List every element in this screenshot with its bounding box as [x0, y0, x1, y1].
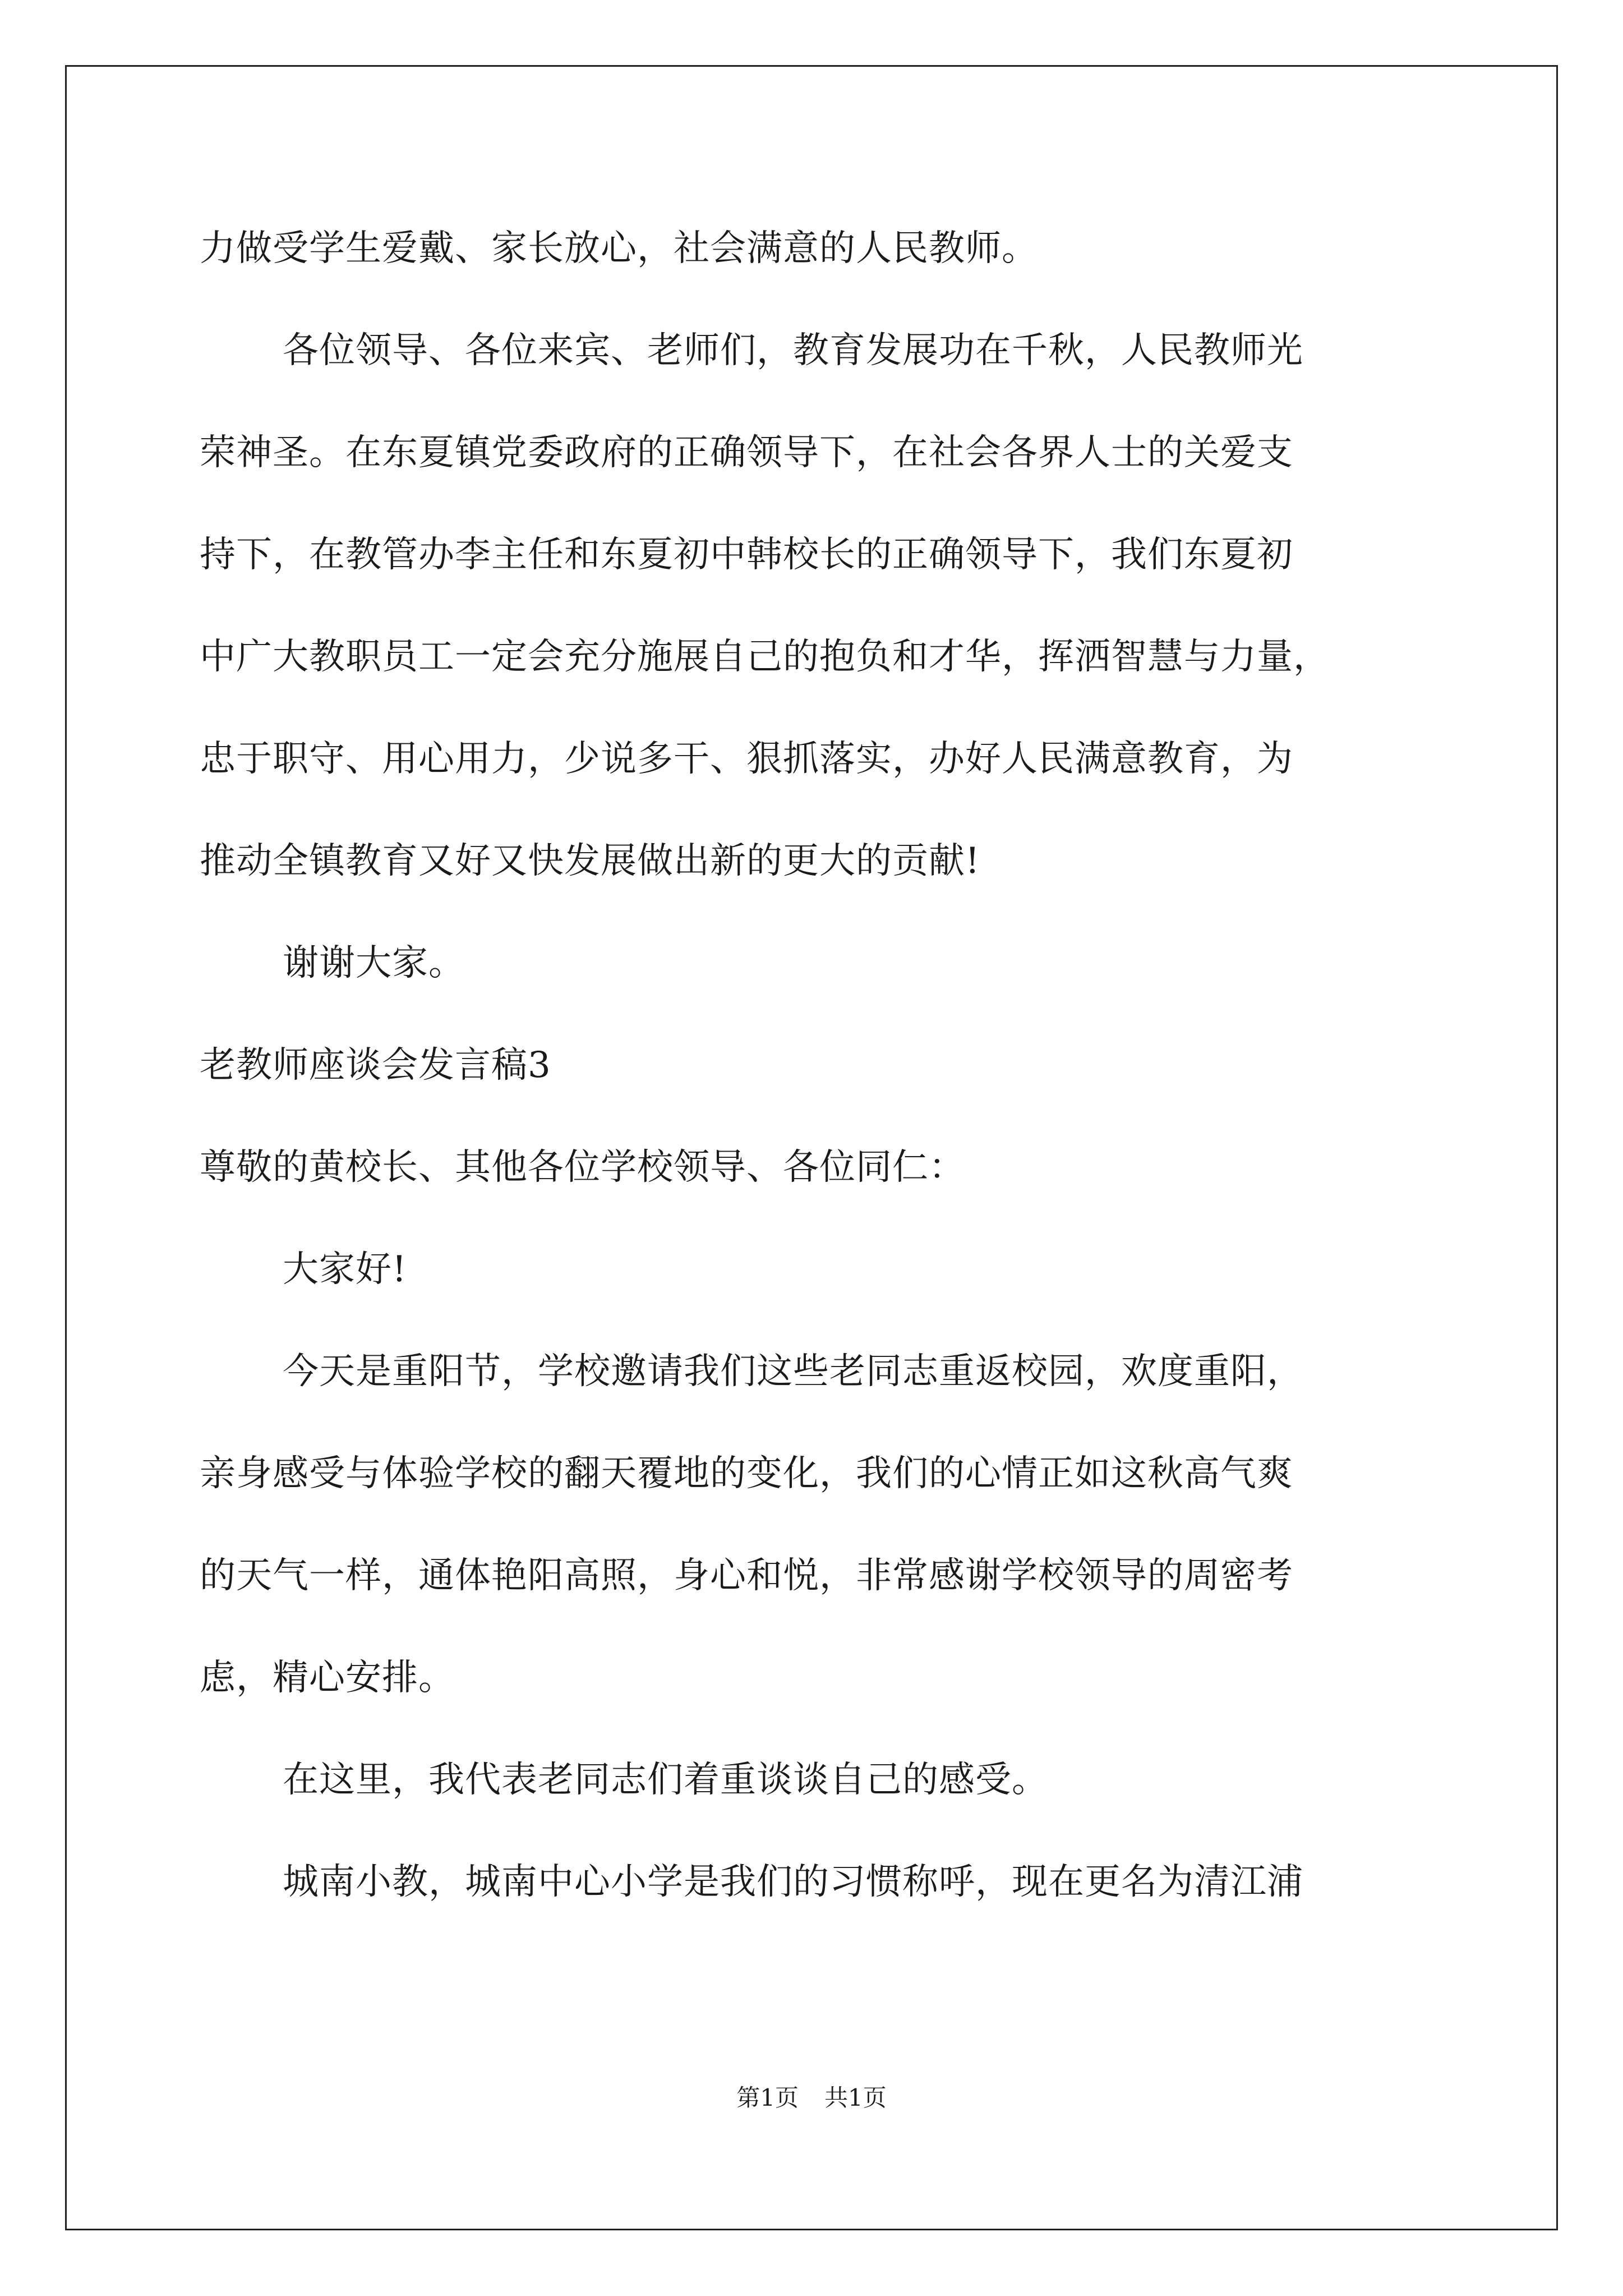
- paragraph-line: 虑，精心安排。: [200, 1657, 455, 1699]
- paragraph-line: 的天气一样，通体艳阳高照，身心和悦，非常感谢学校领导的周密考: [200, 1555, 1293, 1596]
- paragraph-line: 持下，在教管办李主任和东夏初中韩校长的正确领导下，我们东夏初: [200, 534, 1293, 576]
- paragraph-line: 亲身感受与体验学校的翻天覆地的变化，我们的心情正如这秋高气爽: [200, 1453, 1293, 1494]
- section-heading: 老教师座谈会发言稿3: [200, 1045, 551, 1086]
- paragraph-line: 忠于职守、用心用力，少说多干、狠抓落实，办好人民满意教育，为: [200, 738, 1293, 780]
- page-footer: [0, 2081, 1623, 2115]
- paragraph-line: 城南小教，城南中心小学是我们的习惯称呼，现在更名为清江浦: [283, 1861, 1303, 1903]
- paragraph-line: 今天是重阳节，学校邀请我们这些老同志重返校园，欢度重阳，: [283, 1351, 1303, 1392]
- paragraph-line: 力做受学生爱戴、家长放心，社会满意的人民教师。: [200, 228, 1038, 269]
- paragraph-line: 谢谢大家。: [283, 942, 465, 984]
- document-body: [200, 197, 1490, 1933]
- page-number-current: 第1页: [736, 2084, 799, 2111]
- paragraph-line: 在这里，我代表老同志们着重谈谈自己的感受。: [283, 1759, 1048, 1801]
- paragraph-line: 中广大教职员工一定会充分施展自己的抱负和才华，挥洒智慧与力量，: [200, 636, 1330, 678]
- paragraph-line: 推动全镇教育又好又快发展做出新的更大的贡献!: [200, 840, 980, 882]
- page-number-total: 共1页: [824, 2084, 887, 2111]
- paragraph-line: 荣神圣。在东夏镇党委政府的正确领导下，在社会各界人士的关爱支: [200, 432, 1293, 473]
- paragraph-line: 各位领导、各位来宾、老师们，教育发展功在千秋，人民教师光: [283, 330, 1303, 371]
- greeting-line: 大家好!: [283, 1249, 407, 1290]
- salutation-line: 尊敬的黄校长、其他各位学校领导、各位同仁：: [200, 1147, 965, 1188]
